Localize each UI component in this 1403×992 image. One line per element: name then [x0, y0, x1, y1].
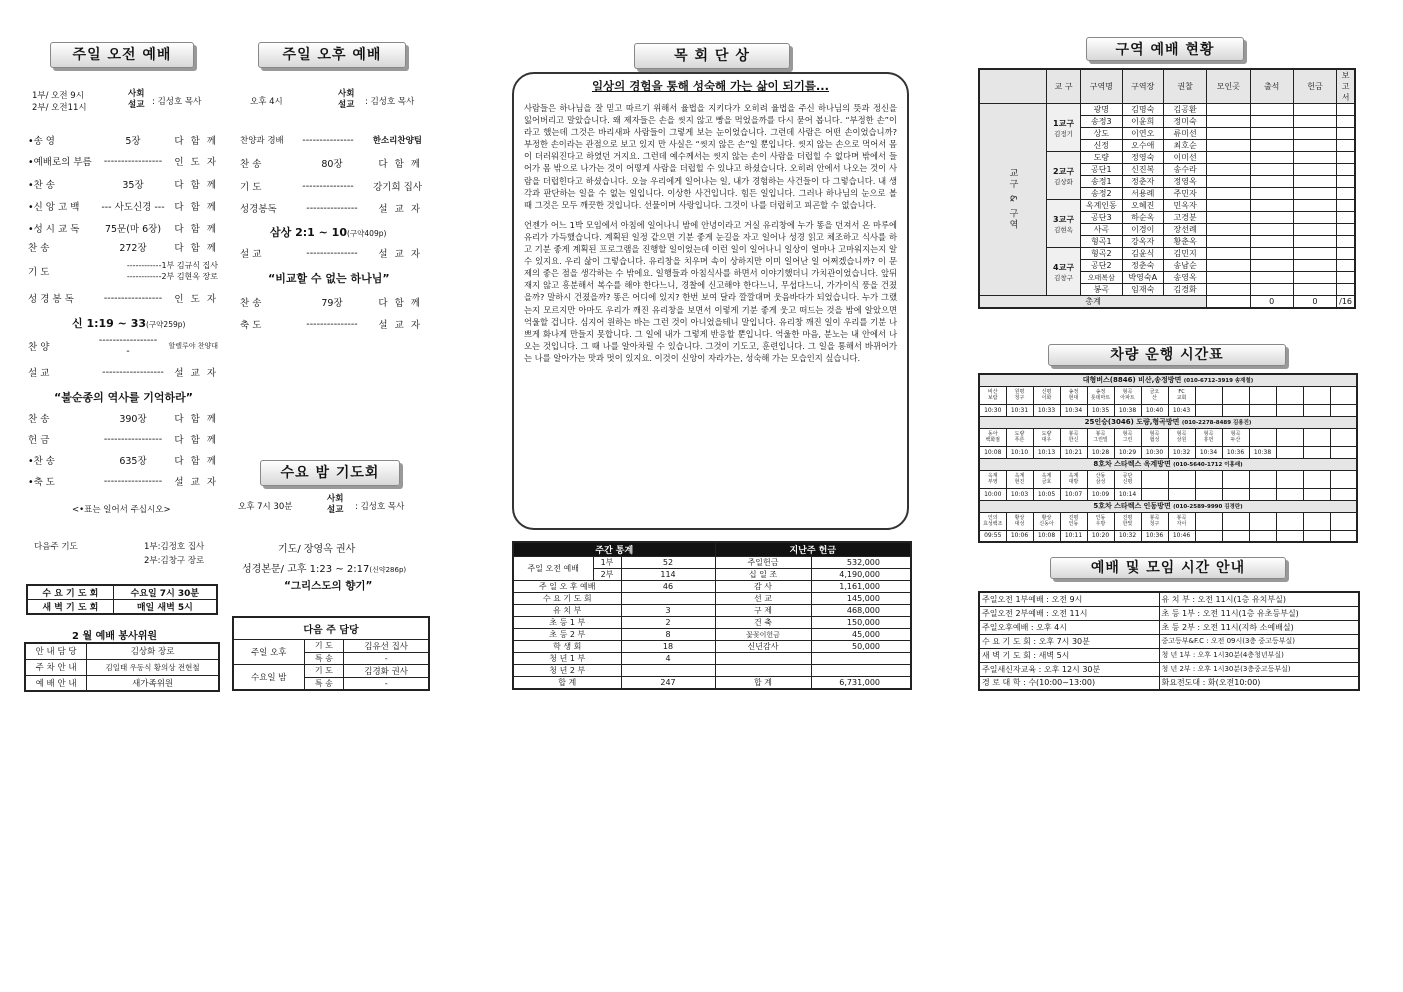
order-item: 찬 양 ------------------ 할렐루야 찬양대: [28, 335, 218, 357]
district-title: 구역 예배 현황: [1086, 37, 1244, 61]
bus-route-name: 25인승(3046) 도량,형곡방면 (010-2278-8489 김용진): [979, 416, 1357, 428]
times-table: 주일오전 1부예배 : 오전 9시 유 치 부 : 오전 11시(1층 유치부실) 주일오전 2부예배 : 오전 11시 초 등 1부 : 오전 11시(1층 유초등부실) 주일오후예배 : 오후 4시 초 등 2부 : 오전 11시(지하 소예배실) 수 요 기 도 회 : 오후 7시 30분 중고등부&F.C : 오전 09시(3층 중고등부실) 새 벽 기 도 회 : 새벽 5시 청 년 1부 : 오후 1시30분(4층청년부실) 주일새신자교육 : 오후 12시 30분 청 년 2부 : 오후 1시30분(3층중고등부실) 경 로 대 학 : 수(10:00~13:00) 화요전도대 : 화(오전10:00): [978, 591, 1360, 691]
times-title: 예배 및 모임 시간 안내: [1050, 557, 1286, 579]
morning-sermon-title: “불순종의 역사를 기억하라”: [54, 391, 194, 404]
pastor-paragraph: 언젠가 어느 1박 모임에서 아침에 일어나니 밤에 안녕이라고 거실 유리창에 누가 똥을 던져서 온 마루에 유리가 가득했습니다. 계획된 일정 같으면 기분 좋게 눈길을 자고 일어나 성경 읽고 체조하고 식사를 하고 기분 좋게 계획된 프로그램을 진행할 일이었는데 이런 일이 일어나니 일상이 얼마나 고마워지는지 알 수 있지요. 우리 삶이 그렇습니다. 유리창을 치우며 속이 상하지만 이미 일어난 일 어쩌겠습니까? 이 문제의 좋은 점을 생각하는 수 밖에요. 일행들과 아침식사를 하면서 이야기했더니 가치관이었습니다. 앞뒤 재지 않고 흥분해서 복수를 해야 한다느니, 경찰에 신고해야 한다느니, 무섭다느니, 가가이식 풍을 건졌을까? 말하시 건졌을까? 똥은 어디에 있지? 한번 보여 달라 깔깔대며 웃음바다가 되었습니다. 누가 그랬는지 모르지만 아마도 우리가 깨진 유리창을 보면서 이렇게 기분 좋게 웃고 떠드는 것을 밤에 알았으면 억울할 겁니다. 심지어 원하는 바는 그런 것이 아니었을테니 말입니다. 유리창 깨진 일이 우리를 기분 나쁘게 화나게 만들지 못합니다. 그 일에 내가 그렇게 반응할 뿐입니다. 억울한 마음, 분노는 내 안에서 나오는 것입니다. 그 때 나를 알아차릴 수 있습니다. 그것이 기도고, 훈련입니다. 그 일을 통해서 바뀌어가는 나를 알아가는 맛과 멋이 있지요. 이것이 신앙이 자라가는, 성숙해 가는 모습인지 싶습니다.: [524, 219, 897, 363]
district-side-label: 교구 & 구역: [979, 104, 1047, 296]
next-prayer-label: 다음주 기도: [34, 542, 78, 552]
bus-table: 대형버스(8846) 비산,송정방면 (010-6712-3919 송재철) 비산 보람 원평 청구 신평 이화 송정 현대 송정 롯데마트 형곡 아파트 금오 산 FC 교회 10:30 10:31 10:33 10:34 10:35 10:38 10:40 10:43 25인승(3046) 도량,형곡방면 (010-2278-8489 김용진) 동아 백화점 도량 푸른 도량 대우 봉곡 한신 봉곡 그린빌 형곡 그린 형곡 협성 형곡 상원 형곡 휴먼 형곡 두산 10:08 10:10 10:13 10:21 10:28 10:29 10:30 10:32 10:34 10:36 10:38 8호차 스타렉스 옥계방면 (010-5640-1712 이홍래) 옥계 부영 옥계 현진 옥계 금호 옥계 대방 산동 삼성 공단 신평 10:00 10:03 10:05 10:07 10:09 10:14 5호차 스타렉스 인동방면 (010-2589-9990 김경란) 인의 효성백조 황상 대성 황상 신동아 진평 인동 인동 우방 진평 한빛 봉곡 청구 봉곡 자이 09:55 10:06 10:08 10:11 10:20 10:32 10:36 10:46: [978, 373, 1358, 543]
order-item: 찬 송 80장 다 함 께: [240, 159, 422, 170]
order-item: 성경봉독 --------------- 설 교 자: [240, 202, 422, 215]
order-item: •신 앙 고 백 --- 사도신경 --- 다 함 께: [28, 202, 218, 213]
order-item: 찬 송 79장 다 함 께: [240, 298, 422, 309]
morning-role: 사회 설교: [128, 89, 145, 110]
morning-time2: 2부/ 오전11시: [32, 103, 87, 113]
wednesday-prayer: 기도/ 장영옥 권사: [278, 544, 356, 555]
wednesday-scripture: 성경본문/ 고후 1:23 ~ 2:17(신약286p): [242, 564, 407, 575]
order-item: 축 도 --------------- 설 교 자: [240, 318, 422, 331]
order-item: •축 도 ----------------- 설 교 자: [28, 475, 218, 488]
order-item: 찬양과 경배 --------------- 한소리찬양팀: [240, 134, 422, 146]
pastor-headline: 일상의 경험을 통해 성숙해 가는 삶이 되기를...: [591, 79, 830, 93]
bus-title: 차량 운행 시간표: [1048, 344, 1286, 366]
order-item: •찬 송 635장 다 함 께: [28, 456, 218, 467]
afternoon-role: 사회 설교: [338, 89, 355, 110]
morning-time1: 1부/ 오전 9시: [32, 91, 84, 101]
next-prayer1: 1부:김정호 집사: [144, 542, 205, 552]
order-item: •찬 송 35장 다 함 께: [28, 180, 218, 191]
district-table: 교 구 구역명 구역장 권찰 모인곳 출석 헌금 보고서 교구 & 구역 1교구 김정기 광명 김명숙 김공환 송정3 이윤희 정미숙 상도 이연오 류미선 신정 오수애 최호순 2교구 김상화 도량 정영숙 이미선 공단1 신진복 송수라 송정1 정춘자 정영옥 송정2 서용례 주민자 3교구 김현옥 옥계인동 오혜진 민옥자 공단3 하순옥 고경분 사곡 이경이 장선례 형곡1 강옥자 황춘옥 4교구 김창구 형곡2 김윤식 김민지 공단2 정춘숙 송남순 오태복삼 박영숙A 송영옥 봉곡 임재숙 김경화 총계 0 0 /16: [978, 68, 1356, 309]
afternoon-sermon-title: “비교할 수 없는 하나님”: [268, 272, 390, 285]
order-item: 설 교 ------------------ 설 교 자: [28, 366, 218, 379]
pastor-column: [512, 72, 909, 530]
bus-route-name: 8호차 스타렉스 옥계방면 (010-5640-1712 이홍래): [979, 458, 1357, 470]
pastor-title: 목 회 단 상: [634, 43, 790, 69]
next-week-table: 다음 주 담당 주일 오후 기 도 김유선 집사 특 송 - 수요일 밤 기 도 김경화 권사 특 송 -: [232, 616, 430, 691]
volunteers-title: 2 월 예배 봉사위원: [72, 631, 158, 642]
wednesday-title: 수요 밤 기도회: [260, 460, 400, 486]
afternoon-scripture: 삼상 2:1 ~ 10(구약409p): [270, 226, 387, 239]
bus-route-name: 대형버스(8846) 비산,송정방면 (010-6712-3919 송재철): [979, 374, 1357, 386]
order-item: 기 도 --------------- 강기희 집사: [240, 180, 422, 193]
afternoon-time: 오후 4시: [250, 97, 283, 107]
prayer-meetings-table: 수 요 기 도 회 수요일 7시 30분 새 벽 기 도 회 매일 새벽 5시: [26, 584, 218, 615]
bus-route-name: 5호차 스타렉스 인동방면 (010-2589-9990 김경란): [979, 500, 1357, 512]
wednesday-leader: : 김성호 목사: [355, 502, 405, 512]
wednesday-sermon-title: “그리스도의 향기”: [284, 580, 373, 592]
order-item: 성 경 봉 독 ----------------- 인 도 자: [28, 292, 218, 305]
afternoon-title: 주일 오후 예배: [258, 42, 406, 68]
wednesday-role: 사회 설교: [327, 494, 344, 515]
wednesday-time: 오후 7시 30분: [238, 502, 293, 512]
morning-leader: : 김성호 목사: [152, 97, 202, 107]
morning-title: 주일 오전 예배: [50, 42, 194, 68]
stand-note: <•표는 일어서 주십시오>: [72, 505, 171, 515]
next-prayer2: 2부:김창구 장로: [144, 556, 205, 566]
stats-table: 주간 통계 지난주 헌금 주일 오전 예배 1부 52 주일헌금 532,000 2부 114 십 일 조 4,190,000 주 일 오 후 예배 46 감 사 1,161,000 수 요 기 도 회 선 교 145,000 유 치 부 3 구 제 468,000 초 등 1 부 2 건 축 150,000 초 등 2 부 8 꽃꽂이헌금 45,000 학 생 회 18 신년감사 50,000 청 년 1 부 4 청 년 2 부 합 계 247 합 계 6,731,000: [512, 541, 912, 690]
volunteers-table: 안 내 담 당 김상화 장로 주 차 안 내 김일태 우동식 황의상 전현철 예 배 안 내 새가족위원: [24, 642, 220, 692]
order-item: 찬 송 390장 다 함 께: [28, 414, 218, 425]
order-item: 설 교 --------------- 설 교 자: [240, 247, 422, 260]
order-item: 헌 금 ----------------- 다 함 께: [28, 433, 218, 446]
afternoon-leader: : 김성호 목사: [365, 97, 415, 107]
order-item: •성 시 교 독 75문(마 6장) 다 함 께: [28, 224, 218, 235]
order-item: 찬 송 272장 다 함 께: [28, 243, 218, 254]
order-item: •예배로의 부름 ----------------- 인 도 자: [28, 155, 218, 168]
order-item: 기 도 ------------1부 김규식 집사 ------------2부 김현옥 장로: [28, 261, 218, 281]
morning-scripture: 신 1:19 ~ 33(구약259p): [72, 317, 186, 330]
pastor-paragraph: 사람들은 하나님을 잘 믿고 따르기 위해서 율법을 지키다가 오히려 율법을 주신 하나님의 뜻과 정신을 잃어버리고 말았습니다. 왜 제자들은 손을 씻지 않고 빵을 먹었을까를 다시 묻어 봅니다. “부정한 손”이라고 했는데 그것은 바리새파 사람들이 그렇게 보는 눈이었습니다. 그런데 사람은 어떤 손이었습니까? 부정한 손이라는 관점으로 보고 있지 만 사실은 “씻지 않은 손”일 뿐입니다. 씻지 않는 손으로 먹어서 몸이 더러워진다고 하였던 거지요. 그런데 예수께서는 씻지 않는 손이 사람을 더럽힐 수 없다며 밖에서 들어가 몸 밖으로 나가는 것이 어떻게 사람을 더럽힐 수 있냐고 하셨습니다. 오히려 안에서 나오는 것이 사람을 더럽힌다고 하셨습니다. 오늘 우리에게 일어나는 일, 내가 경험하는 사건들이 다 그렇습니다. 내 생각과 판단하는 일을 수 없는 일입니다. 이상한 사건입니다. 힘든 일입니다. 그러나 하나님의 눈으로 볼 때 그것은 모두 깨끗한 것입니다. 선물이며 사랑입니다. 그것이 나를 더럽히고 피곤할 수 없습니다.: [524, 103, 897, 210]
order-item: •송 영 5장 다 함 께: [28, 136, 218, 147]
